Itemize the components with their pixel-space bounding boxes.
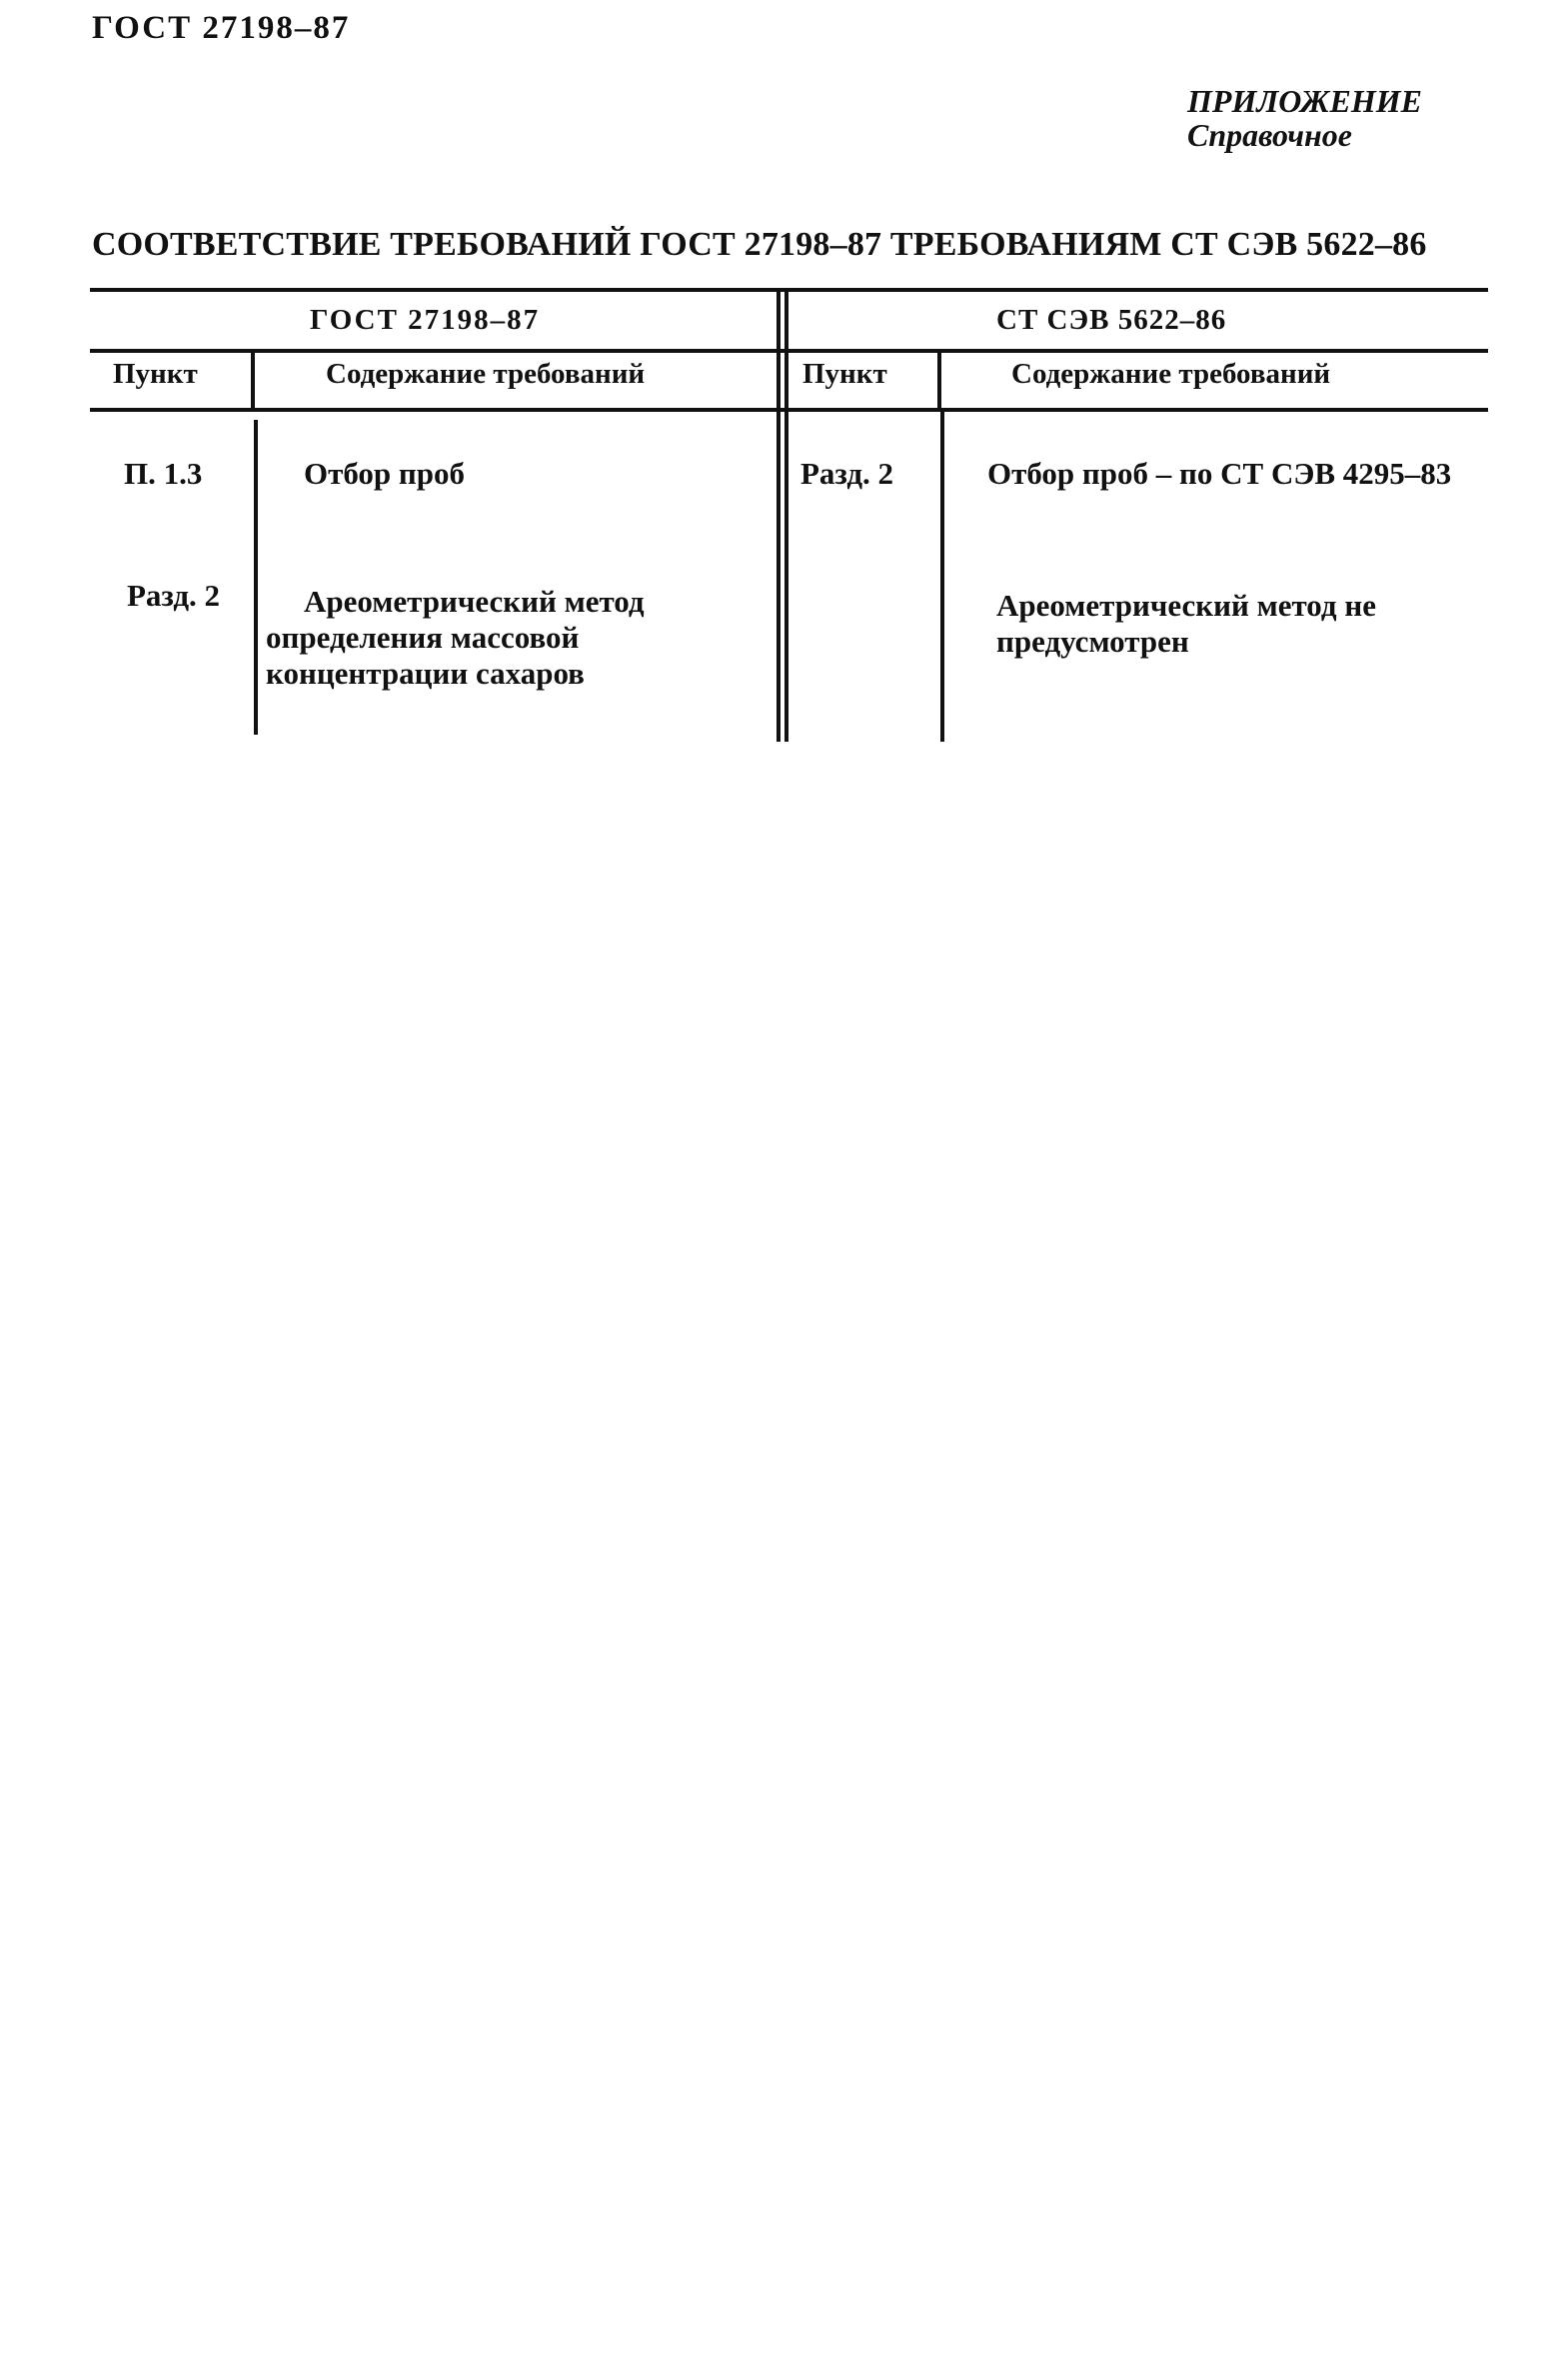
- row2-sev-content: Ареометрический метод не предусмотрен: [996, 588, 1376, 659]
- page-header: ГОСТ 27198–87: [92, 10, 351, 46]
- row1-sev-content: Отбор проб – по СТ СЭВ 4295–83: [987, 456, 1452, 491]
- table-header-rule: [90, 349, 1488, 353]
- row2-gost-content: Ареометрический метод определения массовой концентрации сахаров: [266, 584, 645, 691]
- col-header-point: Пункт: [113, 358, 198, 390]
- row2-gost-point: Разд. 2: [127, 578, 221, 613]
- row1-sev-point: Разд. 2: [800, 456, 894, 491]
- appendix-type: Справочное: [1187, 117, 1352, 153]
- middle-double-rule-b: [784, 290, 788, 742]
- left-group-header: ГОСТ 27198–87: [310, 304, 541, 336]
- row1-gost-point: П. 1.3: [124, 456, 203, 491]
- left-column-divider: [251, 351, 255, 410]
- appendix-note: [1187, 84, 1422, 152]
- right-column-divider-body: [940, 412, 944, 742]
- col-header-point-2: Пункт: [802, 358, 887, 390]
- right-group-header: СТ СЭВ 5622–86: [996, 304, 1227, 336]
- appendix-label: ПРИЛОЖЕНИЕ: [1187, 83, 1423, 119]
- row1-gost-content: Отбор проб: [304, 456, 466, 491]
- col-header-content-2: Содержание требований: [1011, 358, 1331, 390]
- col-header-content: Содержание требований: [326, 358, 646, 390]
- left-column-divider-body: [254, 420, 258, 735]
- table-subheader-rule: [90, 408, 1488, 412]
- table-top-rule: [90, 288, 1488, 292]
- right-column-divider: [937, 351, 941, 410]
- document-title: СООТВЕТСТВИЕ ТРЕБОВАНИЙ ГОСТ 27198–87 ТРЕБОВАНИЯМ СТ СЭВ 5622–86: [92, 226, 1427, 263]
- middle-double-rule-a: [777, 290, 781, 742]
